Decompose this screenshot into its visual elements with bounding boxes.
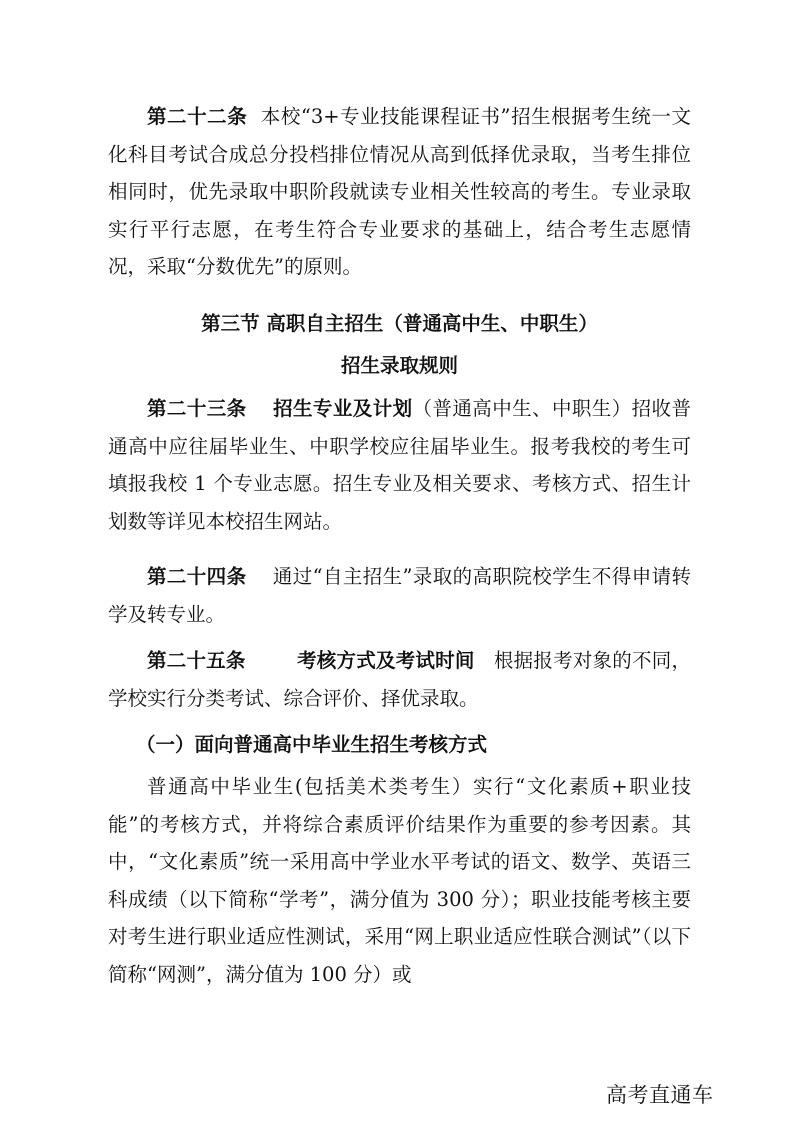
article-25-heading: 第二十五条 [147, 649, 246, 672]
article-22-text: 本校“3+专业技能课程证书”招生根据考生统一文化科目考试合成总分投档排位情况从高到低择优录取，当考生排位相同时，优先录取中职阶段就读专业相关性较高的考生。专业录取实行平行志愿，在考生符合专业要求的基础上，结合考生志愿情况，采取“分数优先”的原则。 [108, 105, 691, 278]
article-24-heading: 第二十四条 [147, 565, 247, 588]
subsection-1-paragraph: 普通高中毕业生(包括美术类考生）实行“文化素质+职业技能”的考核方式，并将综合素质评价结果作为重要的参考因素。其中，“文化素质”统一采用高中学业水平考试的语文、数学、英语三科成绩（以下简称“学考”，满分值为 300 分）；职业技能考核主要对考生进行职业适应性测试，采用“网上职业适应性联合测试”（以下简称“网测”，满分值为 100 分）或 [108, 775, 691, 986]
article-25-text: 根据报考对象的不同，学校实行分类考试、综合评价、择优录取。 [108, 649, 691, 710]
subsection-1-title: （一）面向普通高中毕业生招生考核方式 [136, 733, 488, 756]
article-25-paragraph [108, 642, 691, 717]
article-24-paragraph [108, 558, 691, 633]
article-24-text: 通过“自主招生”录取的高职院校学生不得申请转学及转专业。 [108, 565, 691, 626]
article-22-heading: 第二十二条 [147, 105, 248, 128]
watermark: 高考直通车 [606, 1083, 714, 1107]
section-3-title-line-2: 招生录取规则 [340, 354, 458, 377]
article-25-subheading: 考核方式及考试时间 [297, 649, 475, 672]
article-23-subheading: 招生专业及计划 [273, 397, 413, 420]
article-23-text: （普通高中生、中职生）招收普通高中应往届毕业生、中职学校应往届毕业生。报考我校的考生可填报我校 1 个专业志愿。招生专业及相关要求、考核方式、招生计划数等详见本校招生网站。 [108, 397, 691, 533]
section-3-title-line-1: 第三节 高职自主招生（普通高中生、中职生） [201, 312, 598, 335]
article-22-paragraph [108, 98, 691, 286]
article-23-heading: 第二十三条 [147, 397, 247, 420]
article-23-paragraph [108, 390, 691, 540]
